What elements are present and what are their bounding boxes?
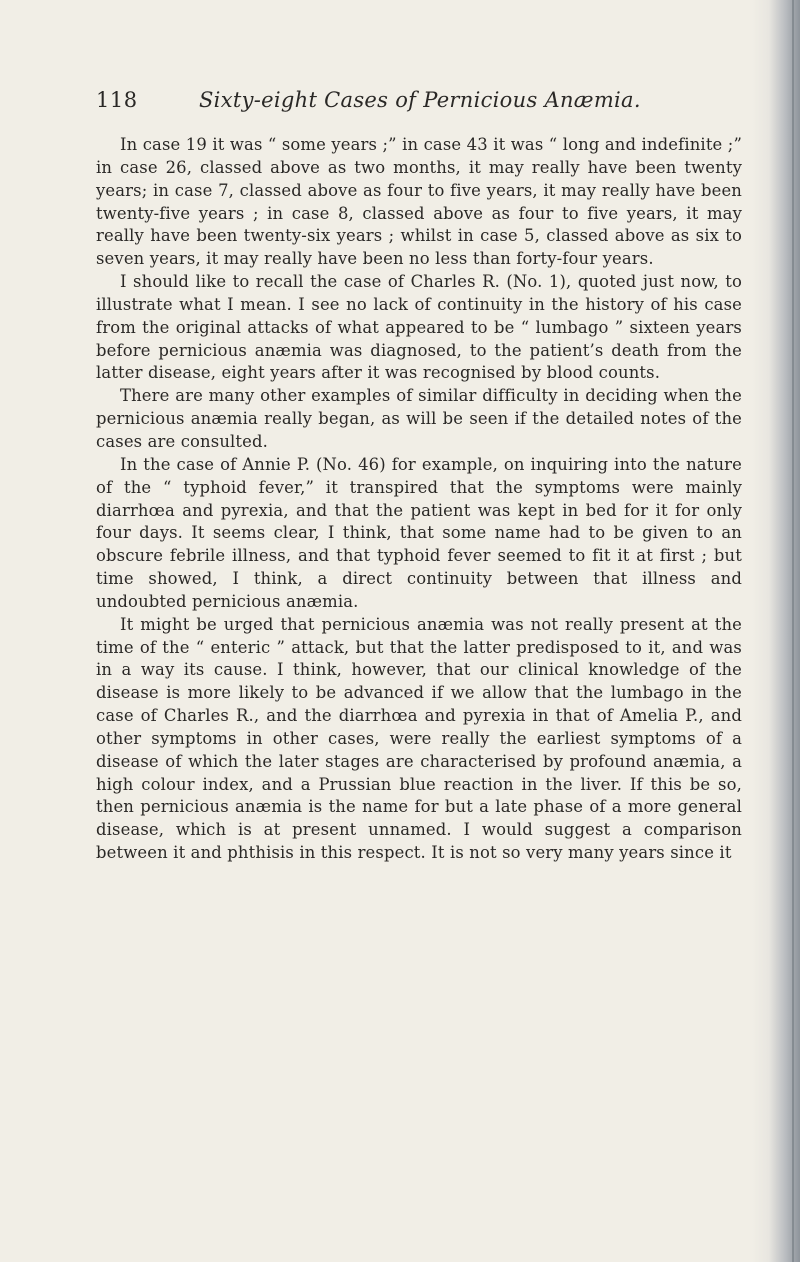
- body-text: [96, 134, 742, 865]
- paragraph: I should like to recall the case of Charles R. (No. 1), quoted just now, to illustrate what I mean. I see no lack of continuity in the history of his case from the original attacks of what appeared to be “ lumbago ” sixteen years before pernicious anæmia was diagnosed, to the patient’s death from the latter disease, eight years after it was recognised by blood counts.: [96, 272, 742, 383]
- running-title: Sixty-eight Cases of Pernicious Anæmia.: [199, 88, 641, 112]
- paragraph: In the case of Annie P. (No. 46) for example, on inquiring into the nature of the “ typhoid fever,” it transpired that the symptoms were mainly diarrhœa and pyrexia, and that the patient was kept in bed for it for only four days. It seems clear, I think, that some name had to be given to an obscure febrile illness, and that typhoid fever seemed to fit it at first ; but time showed, I think, a direct continuity between that illness and undoubted pernicious anæmia.: [96, 454, 742, 611]
- page-header: [96, 84, 736, 124]
- paragraph: In case 19 it was “ some years ;” in case 43 it was “ long and indefinite ;” in case 26, classed above as two months, it may really have been twenty years; in case 7, classed above as four to five years, it may really have been twenty-five years ; in case 8, classed above as four to five years, it may really have been twenty-six years ; whilst in case 5, classed above as six to seven years, it may really have been no less than forty-four years.: [96, 135, 742, 269]
- paragraph: There are many other examples of similar difficulty in deciding when the pernicious anæmia really began, as will be seen if the detailed notes of the cases are consulted.: [96, 386, 742, 451]
- page-number: 118: [96, 88, 138, 112]
- page-binding-edge: [752, 0, 800, 1262]
- paragraph: It might be urged that pernicious anæmia was not really present at the time of the “ enteric ” attack, but that the latter predisposed to it, and was in a way its cause. I think, however, that our clinical knowledge of the disease is more likely to be advanced if we allow that the lumbago in the case of Charles R., and the diarrhœa and pyrexia in that of Amelia P., and other symptoms in other cases, were really the earliest symptoms of a disease of which the later stages are characterised by profound anæmia, a high colour index, and a Prussian blue reaction in the liver. If this be so, then pernicious anæmia is the name for but a late phase of a more general disease, which is at present unnamed. I would suggest a comparison between it and phthisis in this respect. It is not so very many years since it: [96, 614, 742, 863]
